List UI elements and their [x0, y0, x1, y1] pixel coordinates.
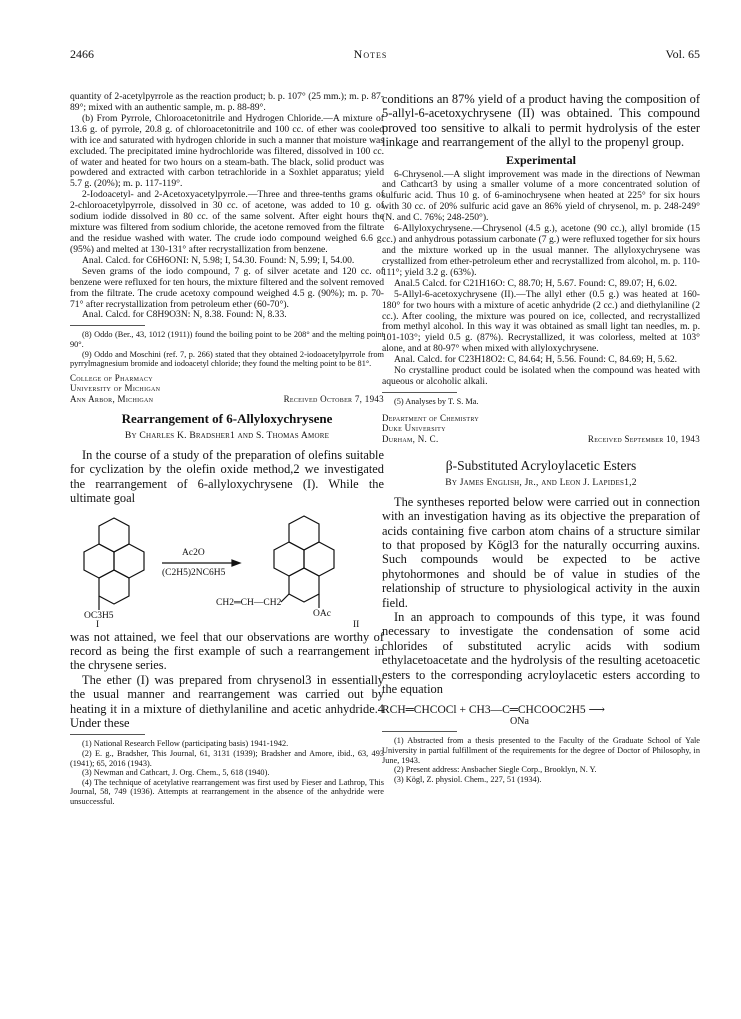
text-iodo: 2-Iodoacetyl- and 2-Acetoxyacetylpyrrole.—Three and three-tenths grams of 2-chloroacetylpyrrole, dissolved in 30 cc. of acetone, was added to 10 g. of sodium iodide dissolved in 80 cc. of the same solvent. After eight hours the mixture was filtered from sodium chloride, the acetone removed from the filtrate and the residue washed with water. The crude iodo compound weighed 6.6 g. (95%) and melted at 130-131° after recrystallization from benzene.	[70, 189, 384, 255]
text-anal-1: Anal. Calcd. for C6H6ONI: N, 5.98; I, 54.30. Found: N, 5.99; I, 54.00.	[82, 254, 355, 266]
acetoxy-group: OAc	[313, 608, 331, 619]
footnote-1: (1) National Research Fellow (participating basis) 1941-1942.	[82, 739, 289, 749]
reaction-scheme	[70, 510, 384, 628]
footnote-8: (8) Oddo (Ber., 43, 1012 (1911)) found the boiling point to be 208° and the melting point 90°.	[70, 330, 384, 349]
footnote-r2: (2) Present address: Ansbacher Siegle Corp., Brooklyn, N. Y.	[394, 765, 597, 775]
affiliation-1: College of Pharmacy	[70, 372, 153, 383]
equation: RCH═CHCOCl + CH3—C═CHCOOC2H5 ⟶	[382, 704, 605, 717]
text-para-2: was not attained, we feel that our observations are worthy of record as being the first example of such a rearrangement in the chrysene series.	[70, 629, 384, 673]
footnote-r3: (3) Kögl, Z. physiol. Chem., 227, 51 (1934).	[394, 774, 542, 784]
text-para-3: The ether (I) was prepared from chrysenol3 in essentially the usual manner and rearrangement was carried out by heating it in a mixture of diethylaniline and acetic anhydride.4 Under these	[70, 672, 384, 730]
footnote-2: (2) E. g., Bradsher, This Journal, 61, 3131 (1939); Bradsher and Amore, ibid., 63, 493 (1941); 65, 2016 (1943).	[70, 748, 384, 768]
reaction-scheme-drawing	[70, 510, 384, 628]
volume: Vol. 65	[665, 47, 700, 61]
text-anal-3: Anal.5 Calcd. for C21H16O: C, 88.70; H, 5.67. Found: C, 89.07; H, 6.02.	[394, 277, 678, 289]
reagent-2: (C2H5)2NC6H5	[162, 567, 226, 578]
footnote-rule-4	[382, 731, 457, 732]
section-header: Notes	[353, 47, 388, 61]
article-title: Rearrangement of 6-Allyloxychrysene	[121, 411, 333, 427]
experimental-heading: Experimental	[506, 152, 576, 167]
left-column	[70, 92, 384, 807]
page-number: 2466	[70, 47, 94, 61]
affiliation-2: University of Michigan	[70, 383, 161, 394]
substituent-I: OC3H5	[84, 610, 114, 621]
equation-ona: ONa	[510, 716, 529, 728]
article-authors-2: By James English, Jr., and Leon J. Lapides1,2	[445, 476, 637, 488]
text-allyloxy: 6-Allyloxychrysene.—Chrysenol (4.5 g.), acetone (90 cc.), allyl bromide (15 cc.) and anhydrous potassium carbonate (7 g.) were refluxed together for six hours and the mixture worked up in the usual manner. The allyloxychrysene was crystallized from ether-petroleum ether and recrystallized from alcohol, m. p. 110-111°; yield 3.2 g. (63%).	[382, 223, 700, 278]
affiliation-r3: Durham, N. C.	[382, 433, 439, 444]
allyl-group: CH2═CH—CH2	[216, 597, 282, 608]
text-seven: Seven grams of the iodo compound, 7 g. of silver acetate and 120 cc. of benzene were refluxed for ten hours, the mixture filtered and the solvent removed from the filtrate. The crude acetoxy compound weighed 4.5 g. (90%); m. p. 70-71° after recrystallization from petroleum ether (60-70°).	[70, 265, 384, 310]
footnote-rule-2	[70, 734, 145, 735]
text-para-1: In the course of a study of the preparation of olefins suitable for cyclization by the olefin oxide method,2 we investigated the rearrangement of 6-allyloxychrysene (I). While the ultimate goal	[70, 448, 384, 506]
footnote-9: (9) Oddo and Moschini (ref. 7, p. 266) stated that they obtained 2-iodoacetylpyrrole from pyrrylmagnesium bromide and iodoacetyl chloride; they found the melting point to be 81°.	[70, 349, 384, 369]
text-chrysenol: 6-Chrysenol.—A slight improvement was made in the directions of Newman and Cathcart3 by using a smaller volume of a more concentrated solution of sulfuric acid. Thus 10 g. of 6-aminochrysene when heated at 225° for six hours with 30 cc. of 20% sulfuric acid gave an 86% yield of chrysenol, m. p. 248-249° (N. and C. 76%; 248-250°).	[382, 168, 700, 224]
footnote-3: (3) Newman and Cathcart, J. Org. Chem., 5, 618 (1940).	[82, 768, 270, 778]
affiliation-r1: Department of Chemistry	[382, 412, 479, 423]
article-authors: By Charles K. Bradsher1 and S. Thomas Amore	[124, 430, 330, 442]
text-intro-cont: quantity of 2-acetylpyrrole as the reaction product; b. p. 107° (25 mm.); m. p. 87-89°; mixed with an authentic sample, m. p. 88-89°.	[70, 91, 384, 113]
text-allylacetoxy: 5-Allyl-6-acetoxychrysene (II).—The allyl ether (0.5 g.) was heated at 160-180° for two hours with a mixture of acetic anhydride (2 cc.) and diethylaniline (2 cc.). After cooling, the mixture was poured on ice, collected, and recrystallized from methyl alcohol. In this way it was obtained as small light tan needles, m. p. 101-103°; yield 0.5 g. (87%). Recrystallized, it was colorless, melted at 103° alone, and at 80-97° when mixed with allyloxychrysene.	[382, 288, 700, 355]
footnote-4: (4) The technique of acetylative rearrangement was first used by Fieser and Lathrop, This Journal, 58, 749 (1936). Attempts at rearrangement in the absence of the anhydride were unsuccessful.	[70, 777, 384, 806]
text-nocryst: No crystalline product could be isolated when the compound was heated with aqueous or alcoholic alkali.	[382, 365, 700, 388]
received-date-2: Received September 10, 1943	[587, 433, 700, 444]
text-para-a: The syntheses reported below were carried out in connection with an investigation having as its objective the preparation of acids containing five carbon atom chains of a structure similar to that proposed by Kögl3 for the naturally occurring auxins. Such compounds would be expected to be active phytohormones and should be of value in studies of the relationship of structure to physiological activity in the auxin field.	[382, 494, 700, 610]
right-column	[382, 92, 700, 784]
received-date: Received October 7, 1943	[283, 394, 384, 405]
label-II: II	[353, 619, 360, 630]
footnote-rule-3	[382, 392, 457, 393]
text-part-b: (b) From Pyrrole, Chloroacetonitrile and Hydrogen Chloride.—A mixture of 13.6 g. of pyrrole, 20.8 g. of chloroacetonitrile and 100 cc. of ether was cooled with ice and saturated with hydrogen chloride in such a manner that moisture was excluded. The precipitated imine hydrochloride was filtered, dissolved in 100 cc. of water and heated for two hours on a steam-bath. The black, solid product was powdered and extracted with carbon tetrachloride in a Soxhlet apparatus; yield 5.7 g. (20%); m. p. 117-119°.	[70, 112, 384, 190]
footnote-5: (5) Analyses by T. S. Ma.	[394, 397, 479, 406]
text-para-b: In an approach to compounds of this type, it was found necessary to investigate the condensation of some acid chlorides of substituted acrylic acids with sodium ethylacetoacetate and the hydrolysis of the resulting acetoacetic esters to the corresponding acryloylacetic esters according to the equation	[382, 609, 700, 696]
article-title-2: β-Substituted Acryloylacetic Esters	[445, 457, 637, 473]
footnote-r1: (1) Abstracted from a thesis presented to the Faculty of the Graduate School of Yale University in partial fulfillment of the requirements for the degree of Doctor of Philosophy, in June, 1943.	[382, 736, 700, 765]
footnote-rule	[70, 325, 145, 326]
affiliation-3: Ann Arbor, Michigan	[70, 394, 154, 405]
reagent-1: Ac2O	[182, 547, 205, 558]
text-para-cont: conditions an 87% yield of a product having the composition of 5-allyl-6-acetoxychrysene (II) was obtained. This compound proved too sensitive to alkali to permit hydrolysis of the ester linkage and rearrangement of the allyl to the propenyl group.	[382, 92, 700, 150]
text-anal-2: Anal. Calcd. for C8H9O3N: N, 8.38. Found: N, 8.33.	[82, 309, 287, 321]
affiliation-r2: Duke University	[382, 423, 446, 434]
label-I: I	[96, 619, 100, 630]
text-anal-4: Anal. Calcd. for C23H18O2: C, 84.64; H, 5.56. Found: C, 84.69; H, 5.62.	[394, 354, 678, 366]
